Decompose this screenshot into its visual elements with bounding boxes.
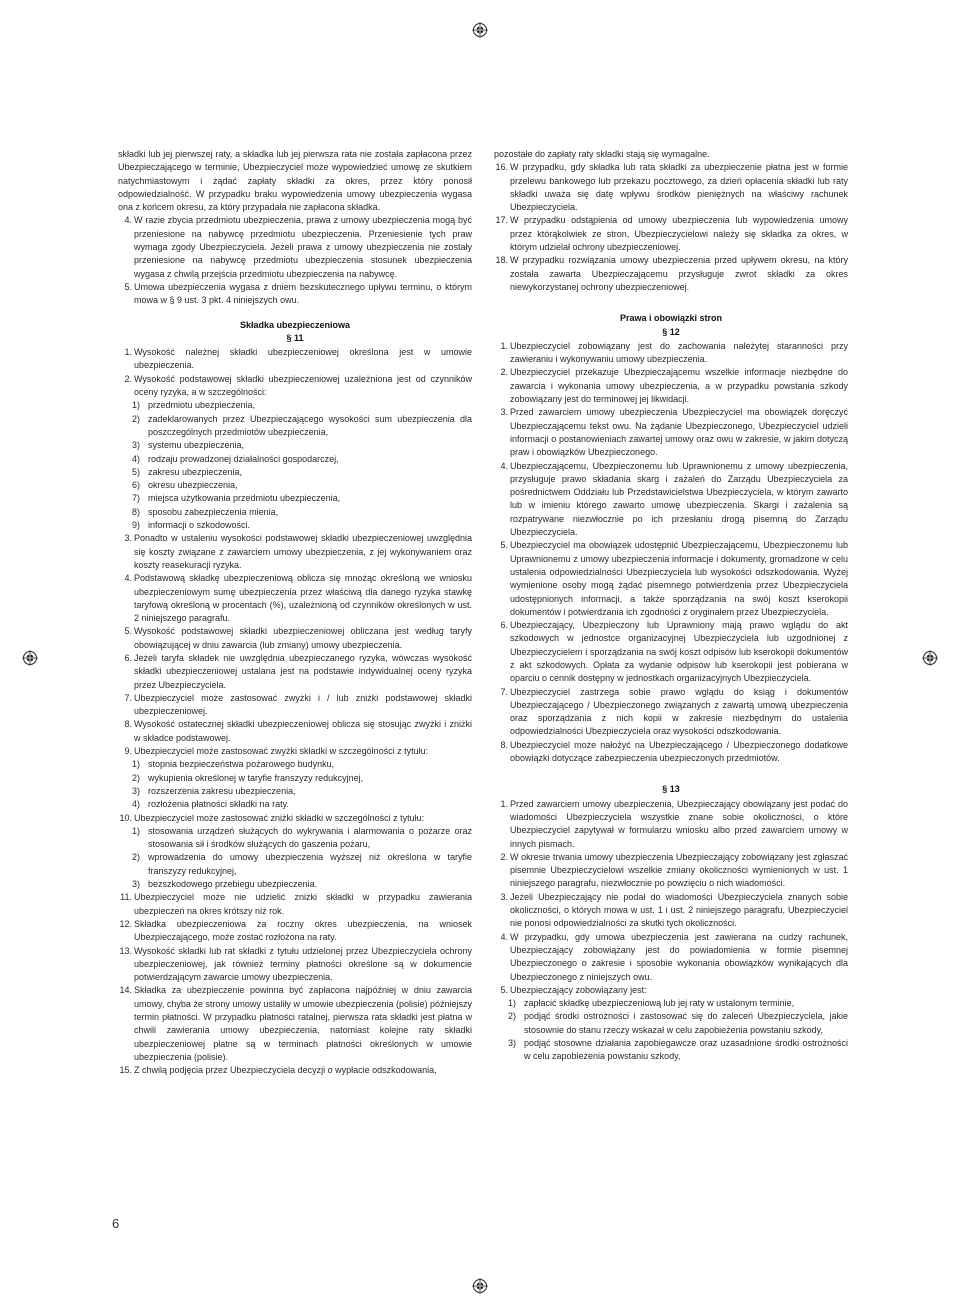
item-number: 18. — [495, 255, 508, 266]
sub-item — [132, 399, 472, 412]
sub-item — [508, 1010, 848, 1037]
item-number: 7. — [124, 692, 132, 703]
item-number: 15. — [119, 1065, 132, 1076]
sub-item-number: 3) — [132, 785, 141, 796]
paragraph: pozostałe do zapłaty raty składki stają się wymagalne. — [494, 149, 710, 159]
item-number: 2. — [124, 373, 132, 384]
item-text: Ubezpieczyciel może zastosować zwyżki i / lub zniżki podstawowej składki ubezpieczeniowej. — [134, 692, 472, 717]
list-item — [494, 340, 848, 367]
sub-item — [132, 851, 472, 878]
item-text: Ubezpieczyciel może nie udzielić zniżki składki w przypadku zawierania ubezpieczeń na okres krótszy niż rok. — [134, 892, 472, 916]
sub-item — [132, 453, 472, 466]
item-number: 1. — [500, 340, 508, 351]
list-item — [494, 891, 848, 931]
sub-item — [132, 758, 472, 771]
list-item — [494, 254, 848, 294]
list-item — [118, 652, 472, 692]
sub-item-number: 6) — [132, 480, 141, 491]
item-number: 8. — [124, 719, 132, 730]
sub-item-number: 2) — [508, 1011, 517, 1022]
sub-item-text: podjąć stosowne działania zapobiegawcze oraz uzasadnione środki ostrożności w celu zapobieżenia powstaniu szkody, — [524, 1038, 848, 1062]
item-number: 5. — [124, 626, 132, 637]
sub-item-text: wykupienia określonej w taryfie franszyzy redukcyjnej, — [148, 772, 364, 783]
item-text: Jeżeli taryfa składek nie uwzględnia ubezpieczanego ryzyka, wówczas wysokość składki ubezpieczeniowej ustalana jest na podstawie indywidualnej oceny ryzyka przez Ubezpieczyciela. — [134, 652, 472, 690]
item-text: Wysokość podstawowej składki ubezpieczeniowej uzależniona jest od czynników oceny ryzyka, a w szczególności: — [134, 373, 472, 398]
page-number: 6 — [112, 1216, 120, 1231]
list-item — [494, 460, 848, 540]
sub-item-number: 1) — [132, 759, 141, 770]
sub-item-text: rozłożenia płatności składki na raty. — [148, 799, 289, 810]
list-item — [494, 161, 848, 214]
item-number: 10. — [119, 812, 132, 823]
item-text: Z chwilą podjęcia przez Ubezpieczyciela decyzji o wypłacie odszkodowania, — [134, 1065, 437, 1076]
item-text: Ubezpieczyciel może zastosować zniżki składki w szczególności z tytułu: — [134, 812, 425, 823]
clause-list — [494, 798, 848, 1064]
item-text: Wysokość ostatecznej składki ubezpieczeniowej oblicza się stosując zwyżki i zniżki w składce podstawowej. — [134, 719, 472, 743]
list-item — [494, 366, 848, 406]
list-item — [494, 214, 848, 254]
sub-item — [132, 772, 472, 785]
item-text: Ubezpieczyciel zastrzega sobie prawo wglądu do ksiąg i dokumentów Ubezpieczającego / Ubezpieczonego związanych z zawartą umową ubezpieczenia oraz sporządzania z nich kopii w zakresie niezbędnym do ustalenia odpowiedzialności Ubezpieczyciela oraz wysokości odszkodowania. — [510, 686, 848, 737]
clause-list — [494, 340, 848, 766]
item-text: Ubezpieczający, Ubezpieczony lub Uprawniony mają prawo wglądu do akt szkodowych w jednostce organizacyjnej Ubezpieczyciela lub uzgodnionej z Ubezpieczycielem i sporządzania na swój koszt odpisów lub kserokopii dokumentów z akt szkodowych. Opłata za wydanie odpisów lub kserokopii jest pobierana w oparciu o cennik dostępny w jednostkach organizacyjnych Ubezpieczyciela. — [510, 620, 848, 684]
left-column — [118, 148, 472, 1077]
section-number: § 11 — [286, 332, 304, 343]
section-number: § 12 — [662, 326, 680, 337]
item-text: Ubezpieczyciel może zastosować zwyżki składki w szczególności z tytułu: — [134, 746, 429, 757]
sub-item — [508, 1037, 848, 1064]
list-item — [494, 406, 848, 459]
list-item — [118, 532, 472, 572]
sub-item-text: stopnia bezpieczeństwa pożarowego budynku, — [148, 759, 335, 770]
item-number: 6. — [500, 620, 508, 631]
sub-item — [132, 479, 472, 492]
sub-item — [132, 825, 472, 852]
sub-item-number: 1) — [508, 998, 517, 1009]
list-item — [494, 739, 848, 766]
list-item — [118, 812, 472, 825]
item-number: 4. — [124, 573, 132, 584]
item-text: Wysokość składki lub rat składki z tytułu udzielonej przez Ubezpieczyciela ochrony ubezpieczeniowej, jak również terminy płatności określone są w dokumencie potwierdzającym zawarcie umowy ubezpieczenia. — [134, 945, 472, 983]
sub-item-number: 4) — [132, 799, 141, 810]
sub-item-number: 9) — [132, 520, 141, 531]
sub-item — [508, 997, 848, 1010]
item-text: Ubezpieczyciel przekazuje Ubezpieczającemu wszelkie informacje niezbędne do zawarcia i wykonania umowy ubezpieczenia, a w przypadku powstania szkody zobowiązany jest do terminowej jej likwidacji. — [510, 367, 848, 405]
sub-item-number: 8) — [132, 506, 141, 517]
item-number: 4. — [124, 215, 132, 226]
sub-item-number: 3) — [132, 440, 141, 451]
sub-item — [132, 466, 472, 479]
sub-item-text: okresu ubezpieczenia, — [148, 480, 238, 491]
list-item — [118, 692, 472, 719]
list-item — [494, 686, 848, 739]
item-text: W razie zbycia przedmiotu ubezpieczenia, prawa z umowy ubezpieczenia mogą być przeniesione na nabywcę przedmiotu ubezpieczenia. Przeniesienie tych praw wymaga zgody Ubezpieczyciela. Jeżeli prawa z umowy ubezpieczenia nie zostały przeniesione na nabywcę przedmiotu ubezpieczenia stosunek ubezpieczenia wygasa z chwilą przejścia przedmiotu ubezpieczenia na nabywcę. — [134, 215, 472, 279]
sub-item-number: 2) — [132, 852, 141, 863]
item-number: 17. — [495, 215, 508, 226]
sub-item — [132, 492, 472, 505]
intro-list — [118, 214, 472, 307]
item-number: 16. — [495, 162, 508, 173]
item-text: Jeżeli Ubezpieczający nie podał do wiadomości Ubezpieczyciela znanych sobie okoliczności, o których mowa w ust. 1 i ust. 2 niniejszego paragrafu, Ubezpieczyciel nie ponosi odpowiedzialności za skutki tych okoliczności. — [510, 891, 848, 929]
item-number: 5. — [124, 281, 132, 292]
sub-item — [132, 519, 472, 532]
item-text: Ubezpieczyciel ma obowiązek udostępnić Ubezpieczającemu, Ubezpieczonemu lub Uprawnionemu z umowy ubezpieczenia informacje i dokumenty, gromadzone w celu ustalenia odpowiedzialności Ubezpieczyciela lub wysokości odszkodowania. Wyżej wymienione osoby mogą żądać pisemnego potwierdzenia przez Ubezpieczyciela udostępnionych informacji, a także sporządzania na swój koszt kserokopii dokumentów i potwierdzania ich zgodności z oryginałem przez Ubezpieczyciela. — [510, 540, 848, 617]
sub-item-text: informacji o szkodowości. — [148, 520, 251, 531]
sub-item-number: 3) — [132, 879, 141, 890]
item-text: Ubezpieczającemu, Ubezpieczonemu lub Uprawnionemu z umowy ubezpieczenia, przysługuje prawo składania skarg i zażaleń do Zarządu Ubezpieczyciela za pośrednictwem Oddziału lub Przedstawicielstwa Ubezpieczyciela, w którym zawarto lub w imieniu którego zawarto umowę ubezpieczenia. Skargi i zażalenia są rozpatrywane niezwłocznie po ich przesłaniu drogą pisemną do Zarządu Ubezpieczyciela. — [510, 460, 848, 538]
sub-item-number: 7) — [132, 493, 141, 504]
registration-mark-icon — [22, 650, 38, 666]
item-number: 2. — [500, 851, 508, 862]
list-item — [118, 373, 472, 400]
sub-item-text: sposobu zabezpieczenia mienia, — [148, 506, 279, 517]
right-column — [494, 148, 848, 1064]
list-item — [118, 891, 472, 918]
item-number: 5. — [500, 984, 508, 995]
section-title: Składka ubezpieczeniowa — [239, 319, 351, 330]
item-text: Składka ubezpieczeniowa za roczny okres ubezpieczenia, na wniosek Ubezpieczającego, może zostać rozłożona na raty. — [134, 918, 472, 943]
item-number: 14. — [119, 985, 132, 996]
item-number: 4. — [500, 931, 508, 942]
sub-item — [132, 506, 472, 519]
list-item — [118, 214, 472, 280]
item-text: W przypadku, gdy umowa ubezpieczenia jest zawierana na cudzy rachunek, Ubezpieczający zobowiązany jest do powiadomienia w formie pisemnej Ubezpieczonego o zakresie i sposobie wykonania obowiązków wynikających dla Ubezpieczonego z niniejszych owu. — [510, 931, 848, 982]
item-number: 13. — [119, 945, 132, 956]
sub-item-text: systemu ubezpieczenia, — [148, 440, 245, 451]
list-item — [118, 945, 472, 985]
item-text: Podstawową składkę ubezpieczeniową oblicza się mnożąc określoną we wniosku ubezpieczeniowym sumę ubezpieczenia przez właściwą dla danego ryzyka stawkę taryfową określoną w procentach (%), uzależnioną od czynników określonych w ust. 2 niniejszego paragrafu. — [134, 573, 472, 624]
sub-item-text: bezszkodowego przebiegu ubezpieczenia. — [148, 879, 318, 890]
sub-item — [132, 878, 472, 891]
list-item — [118, 745, 472, 758]
sub-item-text: zakresu ubezpieczenia, — [148, 466, 243, 477]
section-number: § 13 — [662, 784, 680, 795]
sub-item-number: 2) — [132, 413, 141, 424]
item-text: Przed zawarciem umowy ubezpieczenia Ubezpieczyciel ma obowiązek doręczyć Ubezpieczającemu tekst owu. Na żądanie Ubezpieczonego, Ubezpieczyciel udzieli informacji o postanowieniach zawartej umowy oraz owu w zakresie, w jakim dotyczą praw i obowiązków Ubezpieczonego. — [510, 407, 848, 458]
sub-item-text: rozszerzenia zakresu ubezpieczenia, — [148, 785, 296, 796]
item-number: 4. — [500, 460, 508, 471]
sub-item-number: 2) — [132, 772, 141, 783]
intro-list — [494, 161, 848, 294]
list-item — [494, 984, 848, 997]
item-number: 1. — [500, 798, 508, 809]
registration-mark-icon — [922, 650, 938, 666]
list-item — [494, 798, 848, 851]
list-item — [494, 539, 848, 619]
sub-item-number: 1) — [132, 825, 141, 836]
list-item — [118, 346, 472, 373]
sub-item-text: zadeklarowanych przez Ubezpieczającego wysokości sum ubezpieczenia dla poszczególnych przedmiotów ubezpieczenia, — [148, 413, 472, 437]
item-number: 3. — [124, 533, 132, 544]
list-item — [118, 281, 472, 308]
item-text: W przypadku, gdy składka lub rata składki za ubezpieczenie płatna jest w formie przelewu bankowego lub przekazu pocztowego, za dzień opłacenia składki lub raty składki uważa się datę wpływu środków pieniężnych na właściwy rachunek Ubezpieczyciela. — [510, 162, 848, 213]
item-text: Ubezpieczyciel może nałożyć na Ubezpieczającego / Ubezpieczonego dodatkowe obowiązki dotyczące zabezpieczenia ubezpieczonych przedmiotów. — [510, 739, 848, 764]
registration-mark-icon — [472, 1278, 488, 1294]
sub-item — [132, 413, 472, 440]
sub-item — [132, 785, 472, 798]
sub-item-text: stosowania urządzeń służących do wykrywania i alarmowania o pożarze oraz stosowania sił i środków służących do gaszenia pożaru, — [148, 825, 472, 850]
item-number: 11. — [120, 892, 132, 903]
sub-item-text: miejsca użytkowania przedmiotu ubezpieczenia, — [148, 493, 341, 504]
item-text: Przed zawarciem umowy ubezpieczenia, Ubezpieczający obowiązany jest podać do wiadomości Ubezpieczyciela wszystkie znane sobie okoliczności, o które Ubezpieczyciel zapytywał w formularzu wniosku albo przed zawarciem umowy w innych pismach. — [510, 798, 848, 849]
sub-item — [132, 439, 472, 452]
clause-list — [118, 346, 472, 1077]
registration-mark-icon — [472, 22, 488, 38]
list-item — [118, 984, 472, 1064]
item-number: 3. — [500, 891, 508, 902]
list-item — [118, 625, 472, 652]
item-number: 6. — [124, 652, 132, 663]
sub-item-text: rodzaju prowadzonej działalności gospodarczej, — [148, 453, 339, 464]
sub-item-number: 5) — [132, 466, 141, 477]
item-number: 5. — [500, 540, 508, 551]
item-text: Umowa ubezpieczenia wygasa z dniem bezskutecznego upływu terminu, o którym mowa w § 9 ust. 3 pkt. 4 niniejszych owu. — [134, 281, 472, 306]
item-text: Wysokość podstawowej składki ubezpieczeniowej obliczana jest według taryfy obowiązującej w dniu zawarcia (lub zmiany) umowy ubezpieczenia. — [134, 626, 472, 650]
item-number: 1. — [124, 347, 132, 358]
list-item — [494, 931, 848, 984]
item-number: 7. — [500, 686, 508, 697]
sub-item-text: zapłacić składkę ubezpieczeniową lub jej raty w ustalonym terminie, — [524, 998, 795, 1009]
sub-item-number: 4) — [132, 453, 141, 464]
list-item — [118, 1064, 472, 1077]
item-text: W przypadku odstąpienia od umowy ubezpieczenia lub wypowiedzenia umowy przez którąkolwiek ze stron, Ubezpieczycielowi należy się składka za okres, w którym udzielał ochrony ubezpieczeniowej. — [510, 215, 848, 253]
item-text: Ponadto w ustaleniu wysokości podstawowej składki ubezpieczeniowej uwzględnia się koszty związane z zawarciem umowy ubezpieczenia, z jej wykonywaniem oraz koszty reasekuracji ryzyka. — [134, 533, 472, 570]
item-text: W okresie trwania umowy ubezpieczenia Ubezpieczający zobowiązany jest zgłaszać pisemnie Ubezpieczycielowi wszelkie zmiany okoliczności wymienionych w ust. 1 niniejszego paragrafu, niezwłocznie po powzięciu o nich wiadomości. — [510, 851, 848, 889]
sub-item — [132, 798, 472, 811]
section-title: Prawa i obowiązki stron — [619, 313, 723, 324]
item-text: Wysokość należnej składki ubezpieczeniowej określona jest w umowie ubezpieczenia. — [134, 347, 472, 371]
sub-item-number: 1) — [132, 400, 141, 411]
list-item — [118, 718, 472, 745]
list-item — [494, 619, 848, 685]
item-text: Ubezpieczyciel zobowiązany jest do zachowania należytej staranności przy zawieraniu i wykonywaniu umowy ubezpieczenia. — [510, 340, 848, 365]
sub-item-text: podjąć środki ostrożności i zastosować się do zaleceń Ubezpieczyciela, jakie stosownie do stanu rzeczy wskazał w celu zapobieżenia powstaniu szkody, — [524, 1011, 848, 1035]
item-number: 2. — [500, 367, 508, 378]
item-number: 3. — [500, 407, 508, 418]
item-number: 9. — [124, 746, 132, 757]
list-item — [494, 851, 848, 891]
item-text: Ubezpieczający zobowiązany jest: — [510, 984, 647, 995]
item-number: 8. — [500, 739, 508, 750]
paragraph: składki lub jej pierwszej raty, a składka lub jej pierwsza rata nie została zapłacona przez Ubezpieczającego w terminie, Ubezpieczyciel może wypowiedzieć umowę ze skutkiem natychmiastowym i żądać zapłaty składki za okres, przez który ponosił odpowiedzialność. W przypadku braku wypowiedzenia umowy ubezpieczenia wygasa ona z końcem okresu, za który przypadała nie zapłacona składka. — [118, 149, 472, 213]
item-text: W przypadku rozwiązania umowy ubezpieczenia przed upływem okresu, na który została zawarta Ubezpieczającemu przysługuje zwrot składki za okres niewykorzystanej ochrony ubezpieczeniowej. — [510, 255, 848, 292]
sub-item-text: wprowadzenia do umowy ubezpieczenia wyższej niż określona w taryfie franszyzy redukcyjnej, — [148, 852, 472, 876]
item-text: Składka za ubezpieczenie powinna być zapłacona najpóźniej w dniu zawarcia umowy, chyba że strony umowy ustaliły w umowie ubezpieczenia (polisie) późniejszy termin płatności. W przypadku płatności ratalnej, pierwsza rata składki jest płatna w chwili zawierania umowy ubezpieczenia, natomiast kolejne raty składki ubezpieczeniowej płatne są w terminach płatności określonych w umowie ubezpieczenia (polisie). — [134, 985, 472, 1062]
list-item — [118, 918, 472, 945]
item-number: 12. — [119, 918, 132, 929]
sub-item-text: przedmiotu ubezpieczenia, — [148, 400, 256, 411]
list-item — [118, 572, 472, 625]
sub-item-number: 3) — [508, 1038, 517, 1048]
